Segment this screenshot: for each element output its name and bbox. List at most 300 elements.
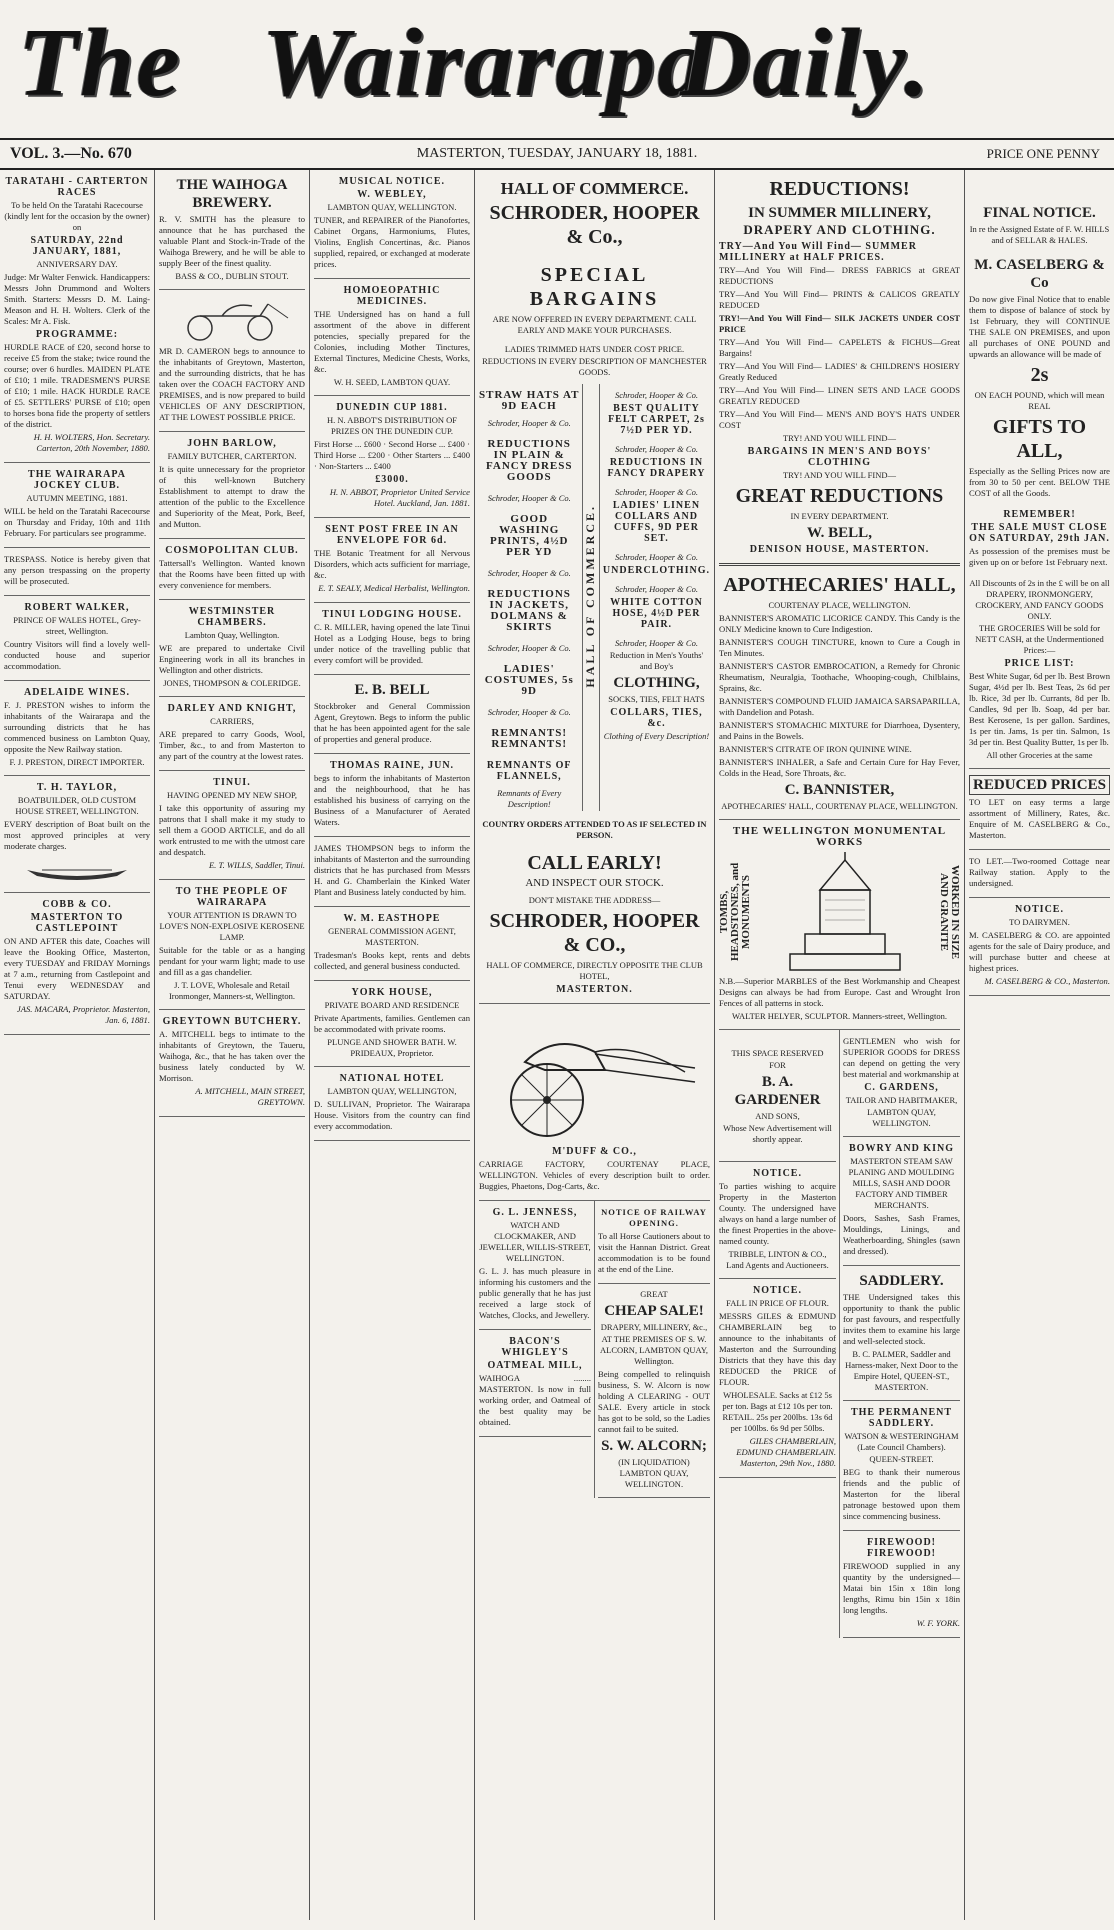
ad-body: CARRIAGE FACTORY, COURTENAY PLACE, WELLINGTON. Vehicles of every description built to order. Buggies, Phaetons, Dog-Carts, &c. [479,1159,710,1191]
ad-body: TO LET on easy terms a large assortment of Millinery, Rates, &c. Enquire of M. CASELBERG & Co., Masterton. [969,797,1110,840]
call-early-sub: AND INSPECT OUR STOCK. [525,877,664,889]
ad-subtitle: AND SONS, [755,1111,800,1121]
try-line: TRY—And You Will Find— LINEN SETS AND LACE GOODS GREATLY REDUCED [719,385,960,406]
vertical-label: HALL OF COMMERCE. [583,504,598,688]
bargain-item: REDUCTIONS IN FANCY DRAPERY [607,457,706,479]
ad-title: E. B. BELL [354,682,430,698]
ad-national-hotel [314,1067,470,1141]
apoth-line: BANNISTER'S COMPOUND FLUID JAMAICA SARSAPARILLA, with Dandelion and Potash. [719,696,960,717]
price-list-heading: PRICE LIST: [1004,658,1075,669]
ad-kerosene-lamp [159,880,305,1010]
ad-james-thompson [314,837,470,907]
ad-signature: GILES CHAMBERLAIN, EDMUND CHAMBERLAIN. Masterton, 29th Nov., 1880. [736,1436,836,1468]
ad-title: NOTICE. [753,1168,802,1179]
ad-cosmopolitan-club [159,539,305,600]
ad-signature: F. J. PRESTON, DIRECT IMPORTER. [9,757,145,767]
ad-body: To parties wishing to acquire Property in the Masterton County. The undersigned have always on hand a large number of the finest Properties in the above-named county. [719,1181,836,1246]
volume-number: VOL. 3.—No. 670 [10,145,132,162]
remember-heading: REMEMBER! [1003,509,1076,520]
ad-title: HOMOEOPATHIC MEDICINES. [343,285,441,307]
masthead-daily: Daily. [680,9,931,117]
ad-space-reserved [719,1030,836,1162]
apoth-line: BANNISTER'S AROMATIC LICORICE CANDY. This Candy is the ONLY Medicine known to Cure Indigestion. [719,613,960,634]
try-line: TRY—And You Will Find— LADIES' & CHILDREN'S HOSIERY Greatly Reduced [719,361,960,382]
ad-title: ROBERT WALKER, [24,602,130,613]
ad-subtitle: To be held On the Taratahi Racecourse (kindly lent for the occasion by the owner) on [4,200,150,232]
try-line: TRY—And You Will Find— CAPELETS & FICHUS—Great Bargains! [719,337,960,358]
ad-subtitle: ANNIVERSARY DAY. [36,259,118,269]
ad-cameron-coach [159,290,305,432]
ad-subtitle: In re the Assigned Estate of F. W. HILLS and of SELLAR & HALES. [969,224,1110,245]
ad-hall-of-commerce [479,170,710,1004]
ad-body: WAIHOGA ........ MASTERTON. Is now in full working order, and Oatmeal of the best quality may be obtained. [479,1373,591,1427]
bargain-firm: Schroder, Hooper & Co. [487,707,571,717]
ad-body: MR D. CAMERON begs to announce to the inhabitants of Greytown, Masterton, and the surrounding districts, that he has taken over the COACH FACTORY AND PREMISES, and is now prepared to build VEHICLES OF ANY DESCRIPTION, AT THE LOWEST POSSIBLE PRICE. [159,346,305,422]
ad-signature: H. H. WOLTERS, Hon. Secretary. Carterton, 20th November, 1880. [33,432,150,453]
ad-title: BACON'S WHIGLEY'S [501,1336,569,1358]
ad-body: Country Visitors will find a lovely well-conducted house and superior accommodation. [4,639,150,671]
ad-body: HURDLE RACE of £20, second horse to receive £5 from the stake; twice round the course; over 6 hurdles. MAIDEN PLATE of £10; 1 mile. TRADESMEN'S PURSE of £10; 1 mile. HACK HURDLE RACE of £5. SETTLERS' PURSE of £10; open to horses bona fide the property of settlers of the district. [4,342,150,429]
ad-greytown-butchery [159,1010,305,1117]
ad-title: WESTMINSTER CHAMBERS. [188,606,276,628]
ad-footer: BASS & CO., DUBLIN STOUT. [175,271,289,281]
special-bargains-title: SPECIAL BARGAINS [529,264,660,310]
ad-westminster-chambers [159,600,305,697]
ad-caselberg-final-notice [969,170,1110,769]
ad-name: W. WEBLEY, [357,189,427,200]
ad-subtitle: PRIVATE BOARD AND RESIDENCE [324,1000,460,1010]
address-line: DON'T MISTAKE THE ADDRESS— [528,895,661,905]
ad-body: THE GROCERIES Will be sold for NETT CASH, at the Undermentioned Prices:— [975,623,1104,655]
try-half-prices: TRY—And You Will Find— SUMMER MILLINERY at HALF PRICES. [719,241,917,263]
ad-title: NOTICE. [1015,904,1064,915]
ad-title: NOTICE. [753,1285,802,1296]
bargain-item: REMNANTS OF FLANNELS, [486,760,572,782]
ad-body: Do now give Final Notice that to enable them to dispose of balance of stock by 1st February, they will CONTINUE THE SALE ON PREMISES, and upon all purchases of ONE POUND and upwards an allowance will be made of [969,294,1110,359]
ad-subtitle: IN EVERY DEPARTMENT. [790,511,889,521]
ad-body: EVERY description of Boat built on the most approved principles at very moderate charges. [4,819,150,851]
ad-body: F. J. PRESTON wishes to inform the inhabitants of the Wairarapa and the surrounding districts that he has commenced business on Lambton Quay, opposite the New Railway station. [4,700,150,754]
bargain-item: CLOTHING, [613,675,700,691]
ad-taratahi-races [4,170,150,463]
ad-title: FIREWOOD! FIREWOOD! [867,1537,936,1559]
try-line: TRY—And You Will Find— DRESS FABRICS at GREAT REDUCTIONS [719,265,960,286]
ad-body: Being compelled to relinquish business, S. W. Alcorn is now holding A CLEARING - OUT SALE. Every article in stock has got to be sold, so the Ladies cannot fail to be suited. [598,1369,710,1434]
ad-subtitle: GENERAL COMMISSION AGENT, MASTERTON. [328,926,456,947]
ad-body: Private Apartments, families. Gentlemen can be accommodated with private rooms. [314,1013,470,1034]
bargain-item: LADIES' COSTUMES, 5s 9D [484,663,574,697]
ad-body: BEG to thank their numerous friends and the public of Masterton for the liberal patronage bestowed upon them since commencing business. [843,1467,960,1521]
ad-subtitle: LAMBTON QUAY, WELLINGTON, [327,1086,457,1096]
ad-place: DENISON HOUSE, MASTERTON. [749,544,930,555]
country-orders-line: COUNTRY ORDERS ATTENDED TO AS IF SELECTED IN PERSON. [482,819,707,840]
ad-firm: M. CASELBERG & Co [974,257,1105,291]
bargain-item: UNDERCLOTHING. [602,565,710,576]
ad-notice-dairymen [969,898,1110,996]
ad-subtitle: MASTERTON TO CASTLEPOINT [30,912,124,934]
ad-body: Tradesman's Books kept, rents and debts collected, and general business conducted. [314,950,470,971]
cheap-sale-title: CHEAP SALE! [604,1303,704,1319]
ad-signature: TRIBBLE, LINTON & CO., Land Agents and Auctioneers. [726,1249,829,1270]
ad-musical-notice [314,170,470,279]
ad-title: THIS SPACE RESERVED [731,1048,824,1058]
ad-jockey-club [4,463,150,548]
ad-title: NATIONAL HOTEL [339,1073,445,1084]
ad-body: THE Undersigned takes this opportunity to thank the public for past favours, and respectfully invites them to examine his large and well-selected stock. [843,1292,960,1346]
buggy-illustration [172,298,292,342]
ad-subtitle: TAILOR AND HABITMAKER, [845,1095,958,1105]
ad-title: REDUCED PRICES [969,775,1110,795]
ad-firewood [843,1531,960,1638]
ad-title: T. H. TAYLOR, [36,782,118,793]
ladies-hats-line: LADIES TRIMMED HATS UNDER COST PRICE. [504,344,685,354]
ad-signature: A. MITCHELL, MAIN STREET, GREYTOWN. [195,1086,305,1107]
boat-illustration [22,856,132,882]
bargain-firm: Schroder, Hooper & Co. [487,418,571,428]
bargain-item: Reduction in Men's Youths' and Boy's [609,650,704,671]
ad-body: I take this opportunity of assuring my patrons that I shall make it my study to sell them a GOOD ARTICLE, and do all work entrusted to me with the utmost care and despatch. [159,803,305,857]
bargain-item: LADIES' LINEN COLLARS AND CUFFS, 9D PER SET. [612,500,701,544]
ad-date: SATURDAY, 22nd JANUARY, 1881, [30,235,124,257]
bargain-firm: Schroder, Hooper & Co. [487,568,571,578]
ad-body: WE are prepared to undertake Civil Engineering work in all its branches in Wellington and other districts. [159,643,305,675]
ad-title: THE WAIRARAPA JOCKEY CLUB. [28,469,126,491]
ad-botanic-treatment [314,518,470,603]
ad-cheap-sale [598,1284,710,1498]
ad-body: GENTLEMEN who wish for SUPERIOR GOODS for DRESS can depend on getting the very best material and workmanship at [843,1036,960,1079]
ad-subtitle: YOUR ATTENTION IS DRAWN TO LOVE'S NON-EXPLOSIVE KEROSENE LAMP. [159,910,305,942]
ad-signature: W. F. YORK. [916,1618,960,1628]
ad-darley-knight [159,697,305,771]
ad-title: THOMAS RAINE, JUN. [329,760,455,771]
bargain-firm: Schroder, Hooper & Co. [614,638,698,648]
ad-cobb-and-co [4,893,150,1035]
ad-title: SADDLERY. [859,1273,944,1289]
ad-body: TO LET.—Two-roomed Cottage near Railway station. Apply to the undersigned. [969,856,1110,888]
carriage-illustration [485,1012,705,1142]
masthead [0,0,1114,140]
ad-title: BOWRY AND KING [849,1143,954,1154]
issue-price: PRICE ONE PENNY [986,146,1100,161]
ad-subtitle: PRINCE OF WALES HOTEL, Grey-street, Wellington. [13,615,141,636]
ad-permanent-saddlery [843,1401,960,1531]
column-6-7 [715,170,965,1920]
ad-notice-property [719,1162,836,1279]
bargain-item: REMNANTS! REMNANTS! [491,727,568,750]
monument-row [719,850,960,974]
ad-name: C. BANNISTER, [784,782,895,798]
apoth-line: BANNISTER'S COUGH TINCTURE, known to Cure a Cough in Ten Minutes. [719,637,960,658]
ad-reductions-bell [719,170,960,566]
ad-signature: E. T. SEALY, Medical Herbalist, Wellington. [318,583,470,593]
ad-firm: SCHRODER, HOOPER & Co., [489,202,700,248]
ad-taylor-boatbuilder [4,776,150,893]
masthead-wairarapa: Wairarapa [262,9,709,117]
ad-title: THE WELLINGTON MONUMENTAL WORKS [732,825,947,848]
apoth-line: BANNISTER'S CITRATE OF IRON QUININE WINE. [719,744,912,754]
ad-body: R. V. SMITH has the pleasure to announce that he has purchased the valuable Plant and Stock-in-Trade of the Waihoga Brewery, and he will be able to supply Beer of the finest quality. [159,214,305,268]
ad-firm: SCHRODER, HOOPER & CO., [489,910,700,956]
ad-place: MASTERTON. [556,984,633,995]
ad-body: FIREWOOD supplied in any quantity by the undersigned— Matai bin 15in x 18in long lengths, Rimu bin 15in x 18in long lengths. [843,1561,960,1615]
ad-title: ADELAIDE WINES. [24,687,130,698]
ad-subtitle: Lambton Quay, Wellington. [184,630,280,640]
bargain-firm: Schroder, Hooper & Co. [614,552,698,562]
ad-subtitle: HALL OF COMMERCE, DIRECTLY OPPOSITE THE CLUB HOTEL, [486,960,703,981]
ad-subtitle: FAMILY BUTCHER, CARTERTON. [167,451,297,461]
ad-title: TINUI. [213,777,251,788]
ad-jenness [479,1201,591,1330]
ad-york-house [314,981,470,1067]
ad-body: Judge: Mr Walter Fenwick. Handicappers: Messrs John Drummond and Wolters Smith. Starters: Messrs D. M. Laing-Meason and H. H. Wolters. Clerk of the Scales: Mr A. Fisk. [4,272,150,326]
col67-right [840,1030,960,1638]
ad-title: DARLEY AND KNIGHT, [167,703,297,714]
bargain-item: STRAW HATS AT 9D EACH [479,389,580,412]
ad-body: ARE prepared to carry Goods, Wool, Timber, &c., to and from Masterton to any part of the country at the lowest rates. [159,729,305,761]
ad-tinui-shop [159,771,305,880]
ad-flour-notice [719,1279,836,1478]
bargain-item: REDUCTIONS IN PLAIN & FANCY DRESS GOODS [485,438,573,483]
bottom-right [595,1201,710,1498]
bargain-item: SOCKS, TIES, FELT HATS [608,694,705,704]
ad-title: JOHN BARLOW, [187,438,277,449]
ad-subtitle: CARRIERS, [210,716,254,726]
ad-name: W. BELL, [807,525,872,541]
ad-body: Doors, Sashes, Sash Frames, Mouldings, Linings, and Weatherboarding, Shingles (sawn and dressed). [843,1213,960,1256]
try-line: TRY! AND YOU WILL FIND— [782,433,896,443]
ad-john-barlow [159,432,305,539]
column-1 [0,170,155,1920]
bargain-firm: Clothing of Every Description! [603,731,710,741]
masthead-the: The [18,9,182,117]
ad-title: SENT POST FREE IN AN ENVELOPE FOR 6d. [325,524,459,546]
ad-title: APOTHECARIES' HALL, [723,574,956,596]
bottom-split [479,1201,710,1498]
ad-subtitle: (IN LIQUIDATION) LAMBTON QUAY, WELLINGTON. [618,1457,690,1489]
ad-title: MUSICAL NOTICE. [338,176,446,187]
ad-title: HALL OF COMMERCE. [500,179,689,198]
ad-name: C. GARDENS, [864,1082,939,1093]
bargain-item: BEST QUALITY FELT CARPET, 2s 7½D PER YD. [608,403,705,436]
ad-subtitle: COURTENAY PLACE, WELLINGTON. [768,600,911,610]
ad-signature: PLUNGE AND SHOWER BATH. W. PRIDEAUX, Proprietor. [327,1037,457,1058]
ad-body: THE Botanic Treatment for all Nervous Disorders, which acts sufficient for marriage, &c. [314,548,470,580]
ad-title: COBB & CO. [42,899,112,910]
ad-subtitle: ARE NOW OFFERED IN EVERY DEPARTMENT. CALL EARLY AND MAKE YOUR PURCHASES. [492,314,697,335]
ad-body: Suitable for the table or as a hanging pendant for your warm light; made to use and fill as a gas chandelier. [159,945,305,977]
bargain-firm: Schroder, Hooper & Co. [487,643,571,653]
ad-subtitle: WATSON & WESTERINGHAM (Late Council Chambers). [844,1431,959,1452]
ad-oatmeal-mill [479,1330,591,1437]
ad-heading: PROGRAMME: [35,329,119,340]
ad-place: QUEEN-STREET. [869,1454,934,1464]
ad-body: As possession of the premises must be given up on or before 1st February next. [969,546,1110,567]
ad-gardens-tailor [843,1030,960,1137]
ad-signature: WALTER HELYER, SCULPTOR. Manners-street, Wellington. [731,1011,948,1021]
ad-body: begs to inform the inhabitants of Masterton and the neighbourhood, that he has established his business of carrying on the Business of a Manufacturer of Aerated Waters. [314,773,470,827]
apoth-line: BANNISTER'S INHALER, a Safe and Certain Cure for Hay Fever, Colds in the Head, Sore Throats, &c. [719,757,960,778]
ad-title: THE WAIHOGA BREWERY. [176,177,288,211]
ad-body: C. R. MILLER, having opened the late Tinui Hotel as a Lodging House, begs to bring under notice of the travelling public that every comfort will be provided. [314,622,470,665]
bargain-firm: Schroder, Hooper & Co. [614,584,698,594]
issue-date: MASTERTON, TUESDAY, JANUARY 18, 1881. [416,146,698,161]
monument-right-label: WORKED IN SIZE AND GRANITE [938,864,961,960]
col67-split [719,1030,960,1638]
ad-place: LAMBTON QUAY, WELLINGTON. [867,1107,936,1128]
ad-subtitle: AT THE PREMISES OF S. W. ALCORN, LAMBTON QUAY, Wellington. [600,1334,708,1366]
ad-bowry-king [843,1137,960,1266]
column-8 [965,170,1114,1920]
ad-subtitle: MASTERTON STEAM SAW PLANING AND MOULDING MILLS, SASH AND DOOR FACTORY AND TIMBER MERCHANTS. [848,1156,955,1210]
ad-body: D. SULLIVAN, Proprietor. The Wairarapa House. Visitors from the country can find every accommodation. [314,1099,470,1131]
ad-subtitle: FOR [769,1060,786,1070]
ad-monumental-works [719,820,960,1030]
dateline [0,138,1114,170]
ad-signature: M. CASELBERG & CO., Masterton. [984,976,1110,986]
bargain-firm: Schroder, Hooper & Co. [614,487,698,497]
bargain-firm: Schroder, Hooper & Co. [614,390,698,400]
ad-railway-opening [598,1201,710,1284]
apoth-line: BANNISTER'S STOMACHIC MIXTURE for Diarrhoea, Dysentery, and Pains in the Bowels. [719,720,960,741]
manchester-line: REDUCTIONS IN EVERY DESCRIPTION OF MANCHESTER GOODS. [482,356,707,377]
ad-body: All Discounts of 2s in the £ will be on all DRAPERY, IRONMONGERY, CROCKERY, AND FANCY GOODS ONLY. [969,578,1110,621]
ad-title: TO THE PEOPLE OF WAIRARAPA [175,886,289,908]
try-line: BARGAINS IN MEN'S AND BOYS' CLOTHING [747,446,932,468]
ad-title: G. L. JENNESS, [492,1207,578,1218]
ad-thomas-raine [314,754,470,837]
ad-title: GREYTOWN BUTCHERY. [162,1016,302,1027]
ad-prize-list: First Horse ... £600 · Second Horse ... £400 · Third Horse ... £200 · Other Starters ... £400 · Non-Starters ... £400 [314,439,470,471]
bottom-left [479,1201,595,1498]
bargain-item: GOOD WASHING PRINTS, 4½D PER YD [489,513,569,558]
ad-title: W. M. EASTHOPE [343,913,441,924]
ad-title: TARATAHI - CARTERTON RACES [5,176,149,198]
gifts-title: GIFTS TO ALL, [992,416,1087,462]
ad-signature: J. T. LOVE, Wholesale and Retail Ironmonger, Manners-st, Wellington. [168,980,296,1001]
great-reductions-title: GREAT REDUCTIONS [735,485,944,507]
ad-title: THE PERMANENT SADDLERY. [850,1407,953,1429]
ad-body: Especially as the Selling Prices now are from 30 to 50 per cent. BELOW THE COST of all the Goods. [969,466,1110,498]
ad-subtitle: TO DAIRYMEN. [1009,917,1070,927]
ad-body: ON AND AFTER this date, Coaches will leave the Booking Office, Masterton, every TUESDAY and FRIDAY Mornings at 7 a.m., returning from Castlepoint and Tenui every WEDNESDAY and SATURDAY. [4,936,150,1001]
ad-signature: W. H. SEED, LAMBTON QUAY. [333,377,451,387]
call-early-title: CALL EARLY! [527,852,662,874]
reductions-title: REDUCTIONS! [769,178,910,200]
try-line: TRY!—And You Will Find— SILK JACKETS UNDER COST PRICE [719,313,960,334]
ad-body: To all Horse Cautioners about to visit the Hannan District. Great accommodation is to be found at the end of the Line. [598,1231,710,1274]
ad-title: NOTICE OF RAILWAY OPENING. [601,1207,707,1228]
ad-subtitle: BOATBUILDER, OLD CUSTOM HOUSE STREET, WELLINGTON. [15,795,139,816]
flour-prices: WHOLESALE. Sacks at £12 5s per ton. Bags at £12 10s per ton. RETAIL. 25s per 200lbs. 13s 6d per 100lbs. 6s 9d per 50lbs. [722,1390,833,1433]
bargain-right [599,384,710,811]
vertical-label-box [583,384,598,811]
ad-title: GREAT [640,1289,668,1299]
ad-subtitle: DRAPERY AND CLOTHING. [743,222,936,237]
monument-left-label: TOMBS, HEADSTONES, and MONUMENTS [718,862,752,962]
bargain-item: REDUCTIONS IN JACKETS, DOLMANS & SKIRTS [487,588,571,633]
ad-signature: JAS. MACARA, Proprietor. Masterton, Jan. 6, 1881. [16,1004,150,1025]
ad-signature: B. C. PALMER, Saddler and Harness-maker, Next Door to the Empire Hotel, QUEEN-ST., MASTERTON. [845,1349,958,1392]
ad-body: N.B.—Superior MARBLES of the Best Workmanship and Cheapest Designs can always be had from Europe. Cast and Wrought Iron Fences of all patterns in stock. [719,976,960,1008]
ad-waihoga-brewery [159,170,305,290]
try-line: TRY—And You Will Find— MEN'S AND BOY'S HATS UNDER COST [719,409,960,430]
ad-reduced-prices [969,769,1110,850]
ad-subtitle: WATCH AND CLOCKMAKER, AND JEWELLER, WILLIS-STREET, WELLINGTON. [479,1220,591,1263]
ad-trespass [4,548,150,596]
discount-figure: 2s [1030,364,1049,386]
try-line: TRY—And You Will Find— PRINTS & CALICOS GREATLY REDUCED [719,289,960,310]
ad-tinui-lodging [314,603,470,675]
ad-easthope [314,907,470,981]
bargain-item: WHITE COTTON HOSE, 4½D PER PAIR. [610,597,703,630]
ad-subtitle: FALL IN PRICE OF FLOUR. [726,1298,829,1308]
ad-subtitle: AUTUMN MEETING, 1881. [26,493,128,503]
monument-illustration [770,850,920,974]
ad-body: Whose New Advertisement will shortly appear. [723,1123,832,1144]
column-4-5 [475,170,715,1920]
ad-body: ON EACH POUND, which will mean REAL [974,390,1105,411]
apoth-line: BANNISTER'S CASTOR EMBROCATION, a Remedy for Chronic Rheumatism, Neuralgia, Toothache, Whooping-cough, Chilblains, Sprains, &c. [719,661,960,693]
ad-signature: H. N. ABBOT, Proprietor United Service Hotel. Auckland, Jan. 1881. [329,487,470,508]
ad-body: Stockbroker and General Commission Agent, Greytown. Begs to inform the public that he has been appointed agent for the sale of properties and general produce. [314,701,470,744]
try-line: TRY! AND YOU WILL FIND— [782,470,896,480]
col67-left [719,1030,840,1638]
ad-body: G. L. J. has much pleasure in informing his customers and the public generally that he has just received a large stock of Watches, Clocks, and Jewellery. [479,1266,591,1320]
ad-body: TUNER, and REPAIRER of the Pianofortes, Cabinet Organs, Harmoniums, Flutes, Violins, English Concertinas, &c. Pianos supplied, repaired, or exchanged at moderate prices. [314,215,470,269]
ad-title: M'DUFF & CO., [552,1146,637,1157]
ad-subtitle: HAVING OPENED MY NEW SHOP, [167,790,297,800]
ad-subtitle: IN SUMMER MILLINERY, [748,205,931,221]
ad-title: YORK HOUSE, [351,987,433,998]
ad-saddlery [843,1266,960,1401]
ad-subtitle: OATMEAL MILL, [487,1360,583,1371]
ad-signature: E. T. WILLS, Saddler, Tinui. [208,860,305,870]
bargain-item: COLLARS, TIES, &c. [610,707,703,729]
ad-subtitle: LAMBTON QUAY, WELLINGTON. [327,202,457,212]
ad-adelaide-wines [4,681,150,776]
sale-close-line: THE SALE MUST CLOSE ON SATURDAY, 29th JAN. [969,522,1110,544]
price-list: Best White Sugar, 6d per lb. Best Brown Sugar, 4½d per lb. Best Teas, 2s 6d per lb. Rice, 3d per lb. Currants, 8d per lb. Candles, 9d per lb. Soap, 4d per bar. Best Kerosene, 1s per gallon. Sardines, 1s per tin. Jams, 1s per tin. Salmon, 1s 3d per tin. Best Quality Butter, 1s per lb. [969,671,1110,747]
ad-total: £3000. [375,474,409,485]
bargain-firm: Schroder, Hooper & Co. [614,444,698,454]
ad-apothecaries-hall [719,566,960,820]
ad-body: MESSRS GILES & EDMUND CHAMBERLAIN beg to announce to the inhabitants of Masterton and the Surrounding Districts that they have this day REDUCED the PRICE of FLOUR. [719,1311,836,1387]
column-3 [310,170,475,1920]
ad-footer: APOTHECARIES' HALL, COURTENAY PLACE, WELLINGTON. [721,801,958,811]
ad-body: TRESPASS. Notice is hereby given that any person trespassing on the property will be prosecuted. [4,554,150,586]
ad-dunedin-cup [314,396,470,518]
ad-title: COSMOPOLITAN CLUB. [165,545,299,556]
ad-to-let [969,850,1110,898]
ad-body: Tattersall's Wellington. Wanted known that the Rooms have been fitted up with every convenience for members. [159,558,305,590]
ad-body: A. MITCHELL begs to intimate to the inhabitants of Greytown, the Taueru, Waihoga, &c., that he has taken over the business lately conducted by W. Morrison. [159,1029,305,1083]
ad-robert-walker [4,596,150,681]
alcorn-name: S. W. ALCORN; [601,1438,707,1454]
bargain-firm: Remnants of Every Description! [497,788,562,809]
ad-signature: JONES, THOMPSON & COLERIDGE. [163,678,301,688]
ad-title: FINAL NOTICE. [983,205,1096,221]
ad-eb-bell [314,675,470,754]
ad-name: B. A. GARDENER [734,1074,821,1108]
ad-body: WILL be held on the Taratahi Racecourse on Thursday and Friday, 10th and 11th February. For particulars see programme. [4,506,150,538]
ad-subtitle: H. N. ABBOT'S DISTRIBUTION OF PRIZES ON THE DUNEDIN CUP. [327,415,457,436]
ad-body: THE Undersigned has on hand a full assortment of the above in different potencies, specially prepared for the Colonies, including Mother Tinctures, External Tinctures, Medicine Chests, Works, &c. [314,309,470,374]
ad-title: DUNEDIN CUP 1881. [336,402,448,413]
bargain-grid [479,384,710,811]
ad-body: It is quite unnecessary for the proprietor of this well-known Butchery Establishment to attempt to draw the attention of the public to the Excellence and Superiority of the Meat, Pork, Beef, and Mutton. [159,464,305,529]
ad-homoeopathic [314,279,470,396]
column-2 [155,170,310,1920]
